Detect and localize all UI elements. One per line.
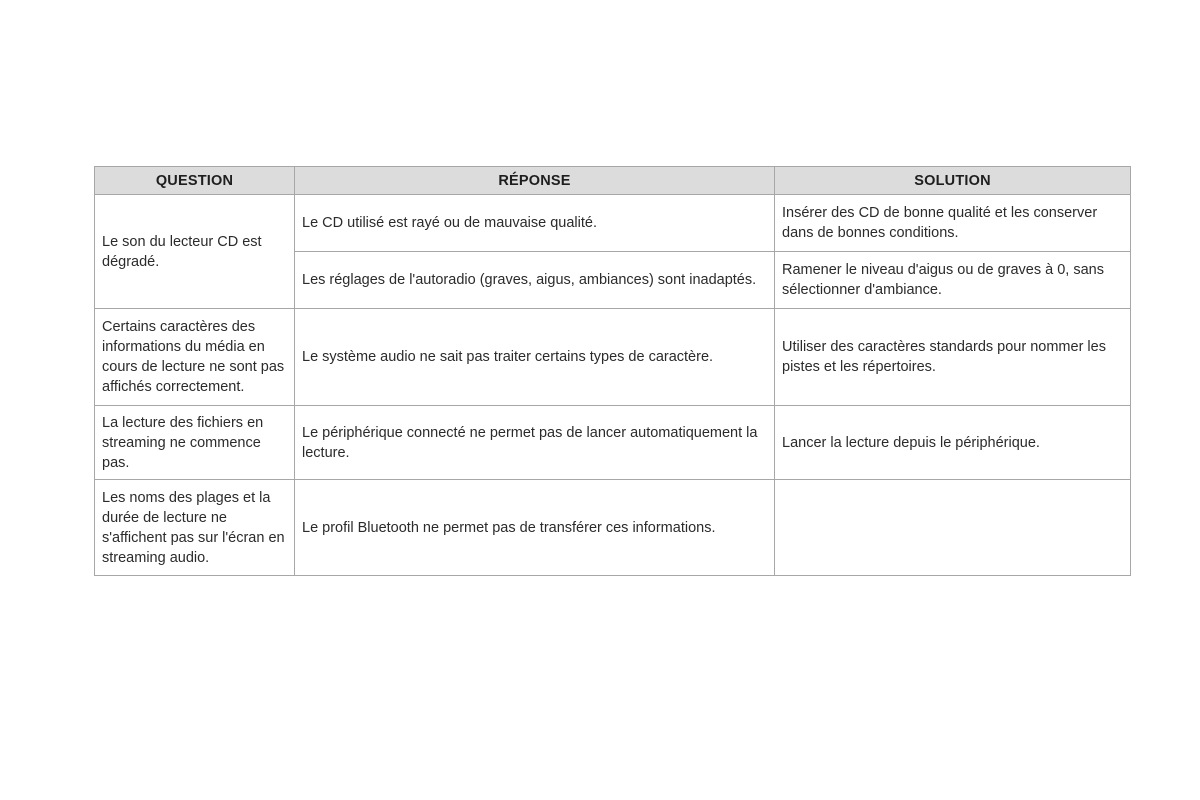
table-row [95,195,1131,252]
solution-cell [775,480,1131,576]
table-row [95,406,1131,480]
question-cell: La lecture des fichiers en streaming ne commence pas. [95,406,295,480]
solution-cell: Ramener le niveau d'aigus ou de graves à 0, sans sélectionner d'ambiance. [775,252,1131,309]
header-question: QUESTION [95,167,295,195]
reponse-cell: Le CD utilisé est rayé ou de mauvaise qualité. [295,195,775,252]
troubleshooting-table [94,166,1131,576]
question-cell: Le son du lecteur CD est dégradé. [95,195,295,309]
table-header-row [95,167,1131,195]
reponse-cell: Le profil Bluetooth ne permet pas de transférer ces informations. [295,480,775,576]
reponse-cell: Le périphérique connecté ne permet pas de lancer automatiquement la lecture. [295,406,775,480]
table-row [95,480,1131,576]
solution-cell: Lancer la lecture depuis le périphérique. [775,406,1131,480]
question-cell: Certains caractères des informations du média en cours de lecture ne sont pas affichés correctement. [95,309,295,406]
solution-cell: Utiliser des caractères standards pour nommer les pistes et les répertoires. [775,309,1131,406]
header-solution: SOLUTION [775,167,1131,195]
reponse-cell: Les réglages de l'autoradio (graves, aigus, ambiances) sont inadaptés. [295,252,775,309]
solution-cell: Insérer des CD de bonne qualité et les conserver dans de bonnes conditions. [775,195,1131,252]
table-row [95,309,1131,406]
question-cell: Les noms des plages et la durée de lecture ne s'affichent pas sur l'écran en streaming audio. [95,480,295,576]
header-reponse: RÉPONSE [295,167,775,195]
reponse-cell: Le système audio ne sait pas traiter certains types de caractère. [295,309,775,406]
